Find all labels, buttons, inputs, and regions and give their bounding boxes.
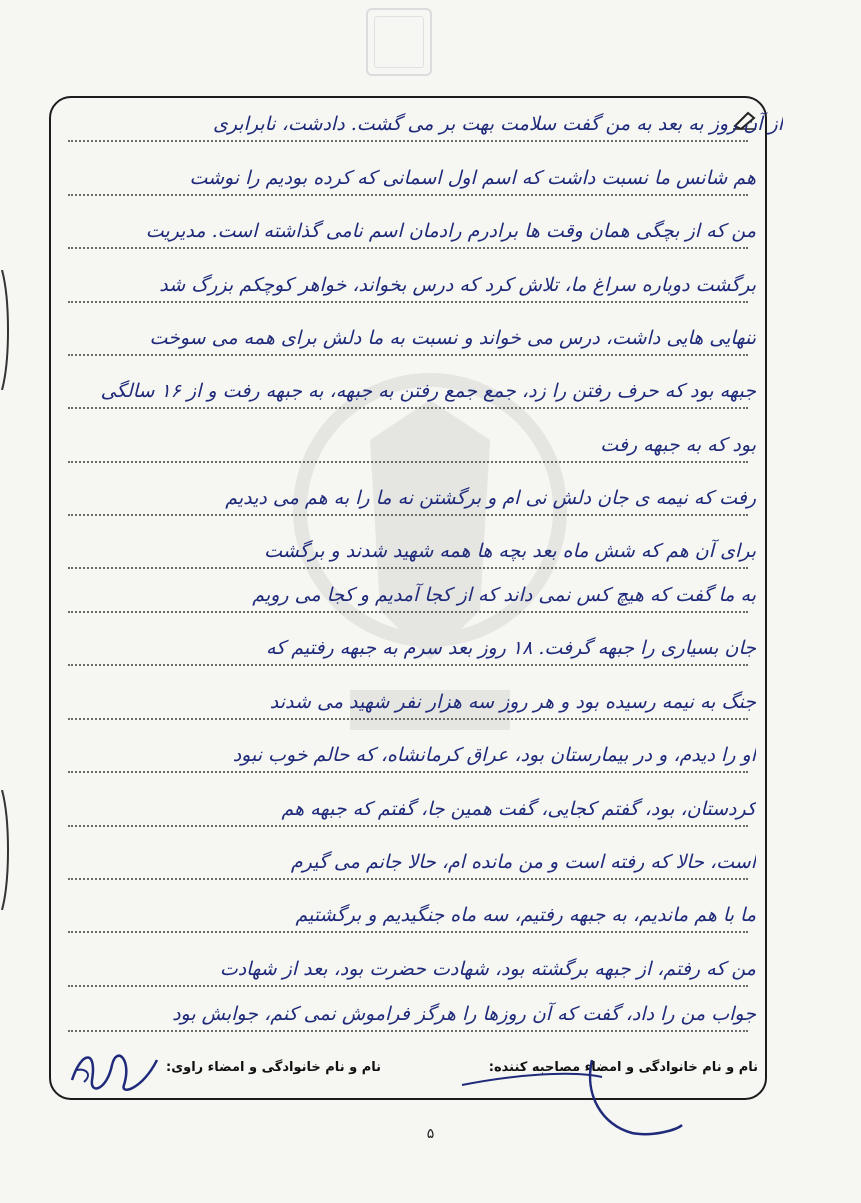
handwritten-line: جنگ به نیمه رسیده بود و هر روز سه هزار نفر شهید می شدند — [269, 691, 756, 713]
handwritten-line: برای آن هم که شش ماه بعد بچه ها همه شهید شدند و برگشت — [264, 540, 756, 562]
handwritten-line: هم شانس ما نسبت داشت که اسم اول اسمانی که کرده بودیم را نوشت — [189, 167, 756, 189]
handwritten-line: من که از بچگی همان وقت ها برادرم رادمان اسم نامی گذاشته است. مدیریت — [145, 220, 756, 242]
interviewer-signature-label: نام و نام خانوادگی و امضاء مصاحبه کننده: — [488, 1060, 758, 1075]
handwritten-line: برگشت دوباره سراغ ما، تلاش کرد که درس بخواند، خواهر کوچکم بزرگ شد — [159, 274, 756, 296]
handwritten-line: به ما گفت که هیچ کس نمی داند که از کجا آمدیم و کجا می رویم — [252, 584, 756, 606]
handwritten-line: تنهایی هایی داشت، درس می خواند و نسبت به ما دلش برای همه می سوخت — [149, 327, 756, 349]
page-number: ۵ — [426, 1126, 435, 1142]
narrator-signature-label: نام و نام خانوادگی و امضاء راوی: — [166, 1060, 381, 1075]
handwritten-line: جبهه بود که حرف رفتن را زد، جمع جمع رفتن به جبهه، به جبهه رفت و از ۱۶ سالگی — [100, 380, 756, 402]
handwritten-line: رفت که نیمه ی جان دلش نی ام و برگشتن نه ما را به هم می دیدیم — [225, 487, 756, 509]
binder-hole-top — [0, 270, 12, 390]
handwritten-line: بود که به جبهه رفت — [600, 434, 756, 456]
handwritten-line: کردستان، بود، گفتم کجایی، گفت همین جا، گفتم که جبهه هم — [281, 798, 756, 820]
handwritten-line: ما با هم ماندیم، به جبهه رفتیم، سه ماه جنگیدیم و برگشتیم — [295, 904, 756, 926]
stamp-icon — [366, 8, 432, 76]
handwritten-line: او را دیدم، و در بیمارستان بود، عراق کرمانشاه، که حالم خوب نبود — [232, 744, 756, 766]
narrator-signature — [62, 1040, 172, 1100]
handwritten-line: است، حالا که رفته است و من مانده ام، حالا جانم می گیرم — [290, 851, 756, 873]
binder-hole-bottom — [0, 790, 12, 910]
handwritten-line: جواب من را داد، گفت که آن روزها را هرگز فراموش نمی کنم، جوابش بود — [172, 1003, 756, 1025]
handwritten-line: از آن روز به بعد به من گفت سلامت بهت بر می گشت. دادشت، نابرابری — [212, 113, 783, 135]
handwritten-line: من که رفتم، از جبهه برگشته بود، شهادت حضرت بود، بعد از شهادت — [219, 958, 756, 980]
handwritten-line: جان بسیاری را جبهه گرفت. ۱۸ روز بعد سرم به جبهه رفتیم که — [265, 637, 756, 659]
